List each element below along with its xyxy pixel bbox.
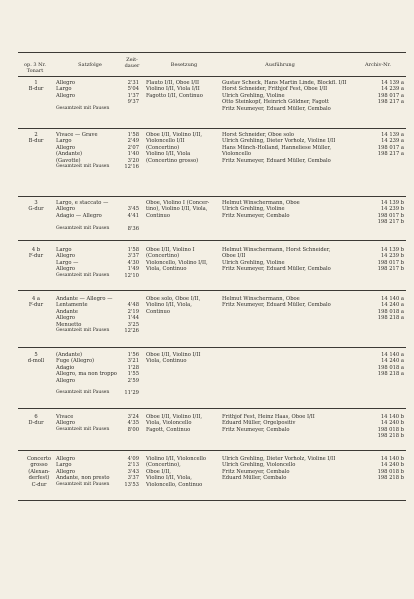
- movement-title: Allegro: [56, 144, 76, 151]
- movement-title: Largo: [56, 138, 72, 145]
- scoring-line: Fagotto I/II, Continuo: [146, 92, 203, 99]
- movement-title: Allegro: [56, 206, 76, 213]
- col-header-ausfuehrung: Ausführung: [265, 62, 295, 68]
- movement-duration: 1'58: [127, 132, 139, 138]
- archive-number: 14 239 a: [381, 86, 404, 93]
- archive-number: 14 139 b: [380, 200, 404, 206]
- header-top-rule: [18, 52, 406, 53]
- section-divider: [18, 450, 406, 451]
- archive-number: 14 240 b: [380, 420, 404, 427]
- archive-number: 14 240 a: [381, 358, 404, 365]
- concerto-number: 4 b: [31, 247, 41, 253]
- archive-number: 198 217 b: [377, 219, 404, 226]
- performer-line: Ulrich Grehling, Violoncello: [222, 462, 296, 469]
- archive-number: 14 139 a: [381, 80, 404, 86]
- performer-line: Ulrich Grehling, Violine: [222, 92, 285, 99]
- movement-duration: 4'48: [127, 302, 139, 309]
- archive-number: 198 017 b: [377, 212, 404, 219]
- performer-line: Frithjof Fest, Heinz Haas, Oboe I/II: [222, 414, 315, 420]
- movement-title: Allegro: [56, 253, 76, 260]
- performer-line: Eduard Müller, Cembalo: [222, 475, 287, 482]
- movement-duration: 2'31: [127, 80, 139, 86]
- movement-duration: 4'30: [127, 259, 139, 266]
- movement-duration: 13'53: [124, 481, 139, 488]
- movement-duration: 8'00: [127, 426, 139, 433]
- scoring-line: Violino I/II, Viola,: [146, 302, 192, 309]
- archive-number: 14 140 b: [380, 414, 404, 420]
- archive-number: 198 217 a: [377, 151, 404, 158]
- scoring-line: Violino I/II, Viola,: [146, 475, 192, 482]
- col-header-nr: [20, 62, 50, 74]
- performer-line: Fritz Neumeyer, Cembalo: [222, 468, 290, 475]
- movement-duration: 4'35: [127, 420, 139, 427]
- movement-duration: 2'07: [127, 144, 139, 151]
- performer-line: Fritz Neumeyer, Cembalo: [222, 426, 290, 433]
- scoring-line: Oboe I/II, Violino I: [146, 247, 195, 253]
- archive-number: 14 239 b: [380, 253, 404, 260]
- movement-duration: 3'37: [127, 475, 139, 482]
- movement-title: Allegro, ma non troppo: [56, 371, 117, 378]
- section-divider: [18, 500, 406, 501]
- concerto-number-line: C-dur: [31, 481, 47, 488]
- archive-number: 14 239 a: [381, 138, 404, 145]
- col-header-besetzung: Besetzung: [170, 62, 198, 68]
- section-divider: [18, 128, 406, 129]
- col-header-nr-line1: op. 3 Nr.: [24, 62, 46, 68]
- movement-title: Largo —: [56, 259, 79, 266]
- total-time-label: Gesamtzeit mit Pausen: [56, 164, 110, 169]
- movement-title: Largo: [56, 247, 72, 253]
- concerto-key: d-moll: [27, 358, 45, 365]
- archive-number: 198 018 a: [377, 364, 404, 371]
- performer-line: Ulrich Grehling, Violine: [222, 206, 285, 213]
- archive-number: 198 218 a: [377, 371, 404, 378]
- performer-line: Fritz Neumeyer, Eduard Müller, Cembalo: [222, 266, 331, 273]
- movement-title: Largo: [56, 86, 72, 93]
- movement-title: Allegro: [56, 456, 76, 462]
- scoring-line: Continuo: [146, 212, 170, 219]
- movement-title: Allegro: [56, 266, 76, 273]
- scoring-line: Flauto I/II, Oboe I/II: [146, 80, 200, 86]
- movement-duration: 2'19: [127, 308, 139, 315]
- archive-number: 14 140 a: [381, 352, 404, 358]
- movement-title: (Gavotte): [56, 157, 81, 164]
- performer-line: Helmut Winschermann, Horst Schneider,: [222, 247, 331, 253]
- scoring-line: Violino I/II, Violoncello: [146, 456, 207, 462]
- performer-line: Otto Steinkopf, Heinrich Göldner, Fagott: [222, 99, 329, 106]
- archive-number: 198 218 b: [377, 475, 404, 482]
- archive-number: 14 239 b: [380, 206, 404, 213]
- performer-line: Ulrich Grehling, Violine: [222, 259, 285, 266]
- scoring-line: Violoncello I/II: [146, 138, 185, 145]
- performer-line: Violoncello: [222, 151, 251, 158]
- performer-line: Fritz Neumeyer, Eduard Müller, Cembalo: [222, 157, 331, 164]
- performer-line: Fritz Neumeyer, Eduard Müller, Cembalo: [222, 105, 331, 112]
- archive-number: 198 218 a: [377, 315, 404, 322]
- concerto-key: B-dur: [28, 138, 44, 145]
- movement-duration: 4'09: [127, 456, 139, 462]
- concerto-number: 6: [34, 414, 38, 420]
- total-time-label: Gesamtzeit mit Pausen: [56, 105, 110, 111]
- section-divider: [18, 240, 406, 241]
- movement-title: Allegro: [56, 468, 76, 475]
- total-time-label: Gesamtzeit mit Pausen: [56, 225, 110, 231]
- scoring-line: Oboe, Violino I (Concer-: [146, 200, 210, 206]
- movement-title: Andante: [56, 308, 78, 315]
- movement-duration: 12'10: [124, 272, 139, 279]
- scoring-line: Oboe I/II, Violino I/II,: [146, 414, 203, 420]
- movement-title: (Andante): [56, 151, 83, 158]
- archive-number: 198 018 b: [377, 426, 404, 433]
- archive-number: 198 017 a: [377, 92, 404, 99]
- archive-number: 14 139 a: [381, 132, 404, 138]
- archive-number: 198 018 b: [377, 468, 404, 475]
- concerto-number-line: grosso: [30, 462, 48, 469]
- movement-duration: 2'49: [127, 138, 139, 145]
- scoring-line: Viola, Continuo: [146, 358, 187, 365]
- archive-number: 14 240 b: [380, 462, 404, 469]
- archive-number: 198 017 b: [377, 259, 404, 266]
- movement-duration: 3'20: [127, 157, 139, 164]
- performer-line: Gustav Scheck, Hans Martin Linde, Blockfl. I/II: [222, 80, 347, 86]
- movement-duration: 9'37: [127, 99, 139, 106]
- movement-duration: 12'16: [124, 164, 139, 170]
- archive-number: 14 240 a: [381, 302, 404, 309]
- movement-title: Lentamente: [56, 302, 88, 309]
- scoring-line: Violoncello, Continuo: [146, 481, 203, 488]
- performer-line: Ulrich Grehling, Dieter Vorholz, Violine I/II: [222, 138, 336, 145]
- movement-duration: 3'24: [127, 414, 139, 420]
- movement-title: Adagio: [56, 364, 75, 371]
- scoring-line: Violoncello, Violino I/II,: [146, 259, 208, 266]
- total-time-label: Gesamtzeit mit Pausen: [56, 272, 110, 278]
- movement-duration: 3'37: [127, 253, 139, 260]
- archive-number: 14 139 b: [380, 247, 404, 253]
- col-header-nr-line2: Tonart: [26, 68, 44, 74]
- scoring-line: Oboe I/II, Violino I/II: [146, 352, 201, 358]
- section-divider: [18, 290, 406, 291]
- concerto-number-line: (Alexan-: [28, 468, 50, 475]
- total-time-label: Gesamtzeit mit Pausen: [56, 328, 110, 333]
- archive-number: 198 017 a: [377, 144, 404, 151]
- performer-line: Helmut Winschermann, Oboe: [222, 200, 300, 206]
- performer-line: Fritz Neumeyer, Eduard Müller, Cembalo: [222, 302, 331, 309]
- movement-title: Vivace — Grave: [56, 132, 98, 138]
- concerto-number-line: derfest): [28, 475, 50, 482]
- concerto-number: 4 a: [31, 296, 41, 302]
- performer-line: Hans Münch-Holland, Hanneliese Müller,: [222, 144, 332, 151]
- movement-title: Largo: [56, 462, 72, 469]
- scoring-line: Oboe I/II,: [146, 468, 171, 475]
- total-time-label: Gesamtzeit mit Pausen: [56, 481, 110, 487]
- scoring-line: (Concertino): [146, 144, 180, 151]
- movement-duration: 3'43: [127, 468, 139, 475]
- col-header-satzfolge: Satzfolge: [78, 62, 102, 68]
- movement-duration: 1'28: [127, 364, 139, 371]
- performer-line: Oboe I/II: [222, 253, 246, 260]
- scoring-line: Viola, Violoncello: [146, 420, 192, 427]
- total-time-label: Gesamtzeit mit Pausen: [56, 390, 110, 396]
- movement-title: Vivace: [56, 414, 74, 420]
- scoring-line: Violino I/II, Viola: [146, 151, 191, 158]
- header-bottom-rule: [18, 76, 406, 77]
- scoring-line: Fagott, Continuo: [146, 426, 191, 433]
- movement-title: Allegro: [56, 92, 76, 99]
- col-header-archiv: Archiv-Nr.: [365, 62, 391, 68]
- movement-title: Menuetto: [56, 321, 82, 328]
- concerto-number: 2: [34, 132, 38, 138]
- scoring-line: tino), Violino I/II, Viola,: [146, 206, 208, 213]
- concerto-number: 5: [34, 352, 38, 358]
- section-divider: [18, 347, 406, 348]
- concerto-key: B-dur: [28, 86, 44, 93]
- movement-duration: 3'25: [127, 321, 139, 328]
- performer-line: Ulrich Grehling, Dieter Vorholz, Violine I/II: [222, 456, 336, 462]
- total-time-label: Gesamtzeit mit Pausen: [56, 426, 110, 432]
- movement-duration: 1'56: [127, 352, 139, 358]
- movement-duration: 4'41: [127, 212, 139, 219]
- scoring-line: (Concertino grosso): [146, 157, 199, 164]
- movement-duration: 5'04: [127, 86, 139, 93]
- archive-number: 198 218 b: [377, 433, 404, 440]
- col-header-zeit-line1: Zeit-: [126, 57, 138, 63]
- performer-line: Horst Schneider, Oboe solo: [222, 132, 294, 138]
- movement-duration: 3'45: [127, 206, 139, 213]
- concerto-number: 3: [34, 200, 38, 206]
- movement-title: Allegro: [56, 377, 76, 384]
- movement-duration: 8'36: [127, 225, 139, 232]
- movement-duration: 2'59: [127, 377, 139, 384]
- col-header-zeit: [120, 57, 144, 69]
- scoring-line: Oboe solo, Oboe I/II,: [146, 296, 201, 302]
- movement-duration: 1'37: [127, 92, 139, 99]
- performer-line: Horst Schneider, Frithjof Fest, Oboe I/II: [222, 86, 328, 93]
- concerto-number-line: Concerto: [26, 456, 52, 462]
- movement-title: (Andante): [56, 352, 83, 358]
- movement-duration: 12'26: [124, 328, 139, 334]
- concerto-key: D-dur: [28, 420, 44, 427]
- performer-line: Eduard Müller, Orgelpositiv: [222, 420, 296, 427]
- movement-duration: 1'44: [127, 315, 139, 322]
- scoring-line: Viola, Continuo: [146, 266, 187, 273]
- archive-number: 14 140 a: [381, 296, 404, 302]
- archive-number: 198 018 a: [377, 308, 404, 315]
- scoring-line: Oboe I/II, Violino I/II,: [146, 132, 203, 138]
- movement-title: Adagio — Allegro: [56, 212, 102, 219]
- movement-title: Andante — Allegro —: [56, 296, 113, 302]
- movement-duration: 1'40: [127, 151, 139, 158]
- scoring-line: Violino I/II, Viola I/II: [146, 86, 200, 93]
- movement-duration: 3'21: [127, 358, 139, 365]
- archive-number: 198 217 b: [377, 266, 404, 273]
- section-divider: [18, 196, 406, 197]
- movement-title: Largo, e staccato —: [56, 200, 109, 206]
- movement-title: Allegro: [56, 315, 76, 322]
- scoring-line: Continuo: [146, 308, 170, 315]
- concerto-key: F-dur: [28, 253, 44, 260]
- archive-number: 14 140 b: [380, 456, 404, 462]
- movement-title: Andante, non presto: [56, 475, 110, 482]
- scoring-line: (Concertino),: [146, 462, 181, 469]
- section-divider: [18, 408, 406, 409]
- movement-duration: 2'13: [127, 462, 139, 469]
- archive-number: 198 217 a: [377, 99, 404, 106]
- movement-title: Fuge (Allegro): [56, 358, 95, 365]
- movement-title: Allegro: [56, 420, 76, 427]
- col-header-zeit-line2: dauer: [124, 63, 140, 69]
- performer-line: Helmut Winschermann, Oboe: [222, 296, 300, 302]
- concerto-key: G-dur: [28, 206, 44, 213]
- movement-duration: 1'58: [127, 247, 139, 253]
- scoring-line: (Concertino): [146, 253, 180, 260]
- movement-duration: 11'29: [124, 390, 139, 397]
- performer-line: Fritz Neumeyer, Cembalo: [222, 212, 290, 219]
- concerto-number: 1: [34, 80, 38, 86]
- movement-title: Allegro: [56, 80, 76, 86]
- movement-duration: 1'49: [127, 266, 139, 273]
- concerto-key: F-dur: [28, 302, 44, 309]
- movement-duration: 1'55: [127, 371, 139, 378]
